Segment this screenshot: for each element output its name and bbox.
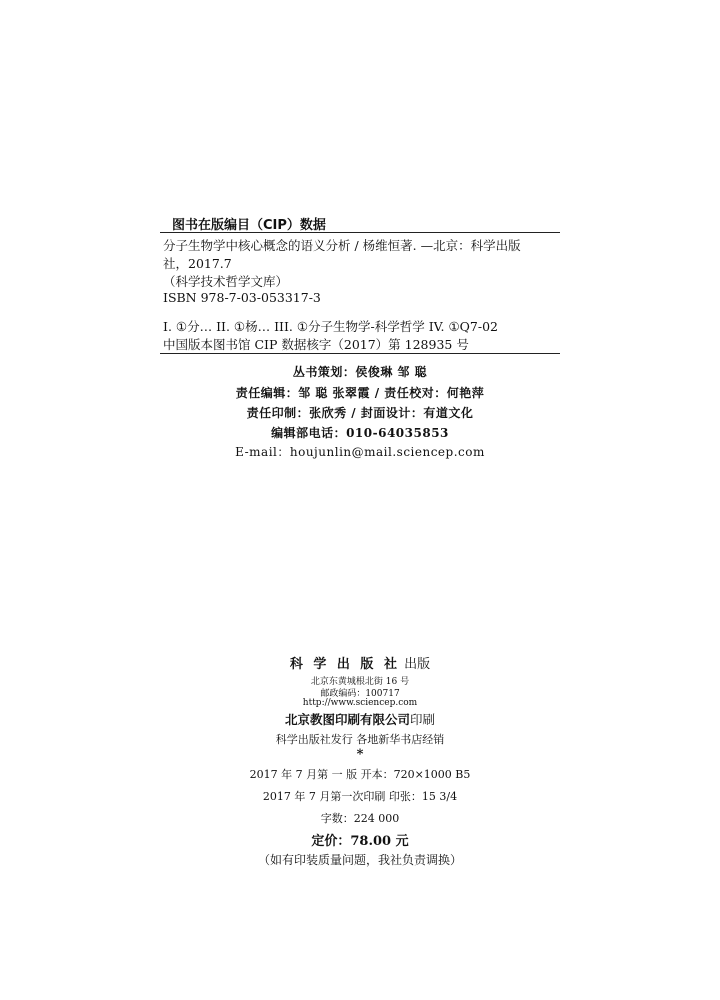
edition-line: 2017 年 7 月第 一 版 开本：720×1000 B5 [249,768,471,781]
editorial-phone: 编辑部电话：010-64035853 [271,426,449,440]
responsible-editors: 责任编辑：邹 聪 张翠霞 / 责任校对：何艳萍 [235,386,485,400]
publisher-line [0,653,720,672]
publisher-postcode: 邮政编码：100717 [320,689,400,699]
quality-notice: （如有印装质量问题，我社负责调换） [257,853,462,867]
editorial-email: E-mail：houjunlin@mail.sciencep.com [235,445,485,459]
cip-bottom-rule [160,353,560,354]
word-count: 字数：224 000 [320,812,400,825]
distribution-line: 科学出版社发行 各地新华书店经销 [275,733,445,746]
separator-star: * [356,747,364,762]
print-run-line: 2017 年 7 月第一次印刷 印张：15 3/4 [262,790,458,803]
cip-line-1: 分子生物学中核心概念的语义分析 / 杨维恒著. —北京：科学出版 [163,238,521,253]
publisher-address: 北京东黄城根北街 16 号 [310,677,410,687]
cip-line-5: I. ①分… II. ①杨… III. ①分子生物学-科学哲学 IV. ①Q7-02 [163,319,498,334]
cip-title: 图书在版编目（CIP）数据 [172,218,326,233]
cip-line-4: ISBN 978-7-03-053317-3 [163,290,321,305]
price: 定价：78.00 元 [311,834,409,849]
cip-line-3: （科学技术哲学文库） [163,274,289,289]
printing-and-cover: 责任印制：张欣秀 / 封面设计：有道文化 [246,406,474,420]
publisher-suffix: 出版 [404,657,431,672]
printer-line [0,710,720,728]
cip-line-6: 中国版本图书馆 CIP 数据核字（2017）第 128935 号 [163,337,469,352]
publisher-name: 科 学 出 版 社 [289,657,400,672]
printer-suffix: 印刷 [410,712,436,727]
cip-line-2: 社，2017.7 [163,256,232,271]
series-planner: 丛书策划：侯俊琳 邹 聪 [292,365,428,379]
printer-name: 北京教图印刷有限公司 [284,712,410,727]
cip-top-rule [160,232,560,233]
publisher-url: http://www.sciencep.com [302,698,418,708]
